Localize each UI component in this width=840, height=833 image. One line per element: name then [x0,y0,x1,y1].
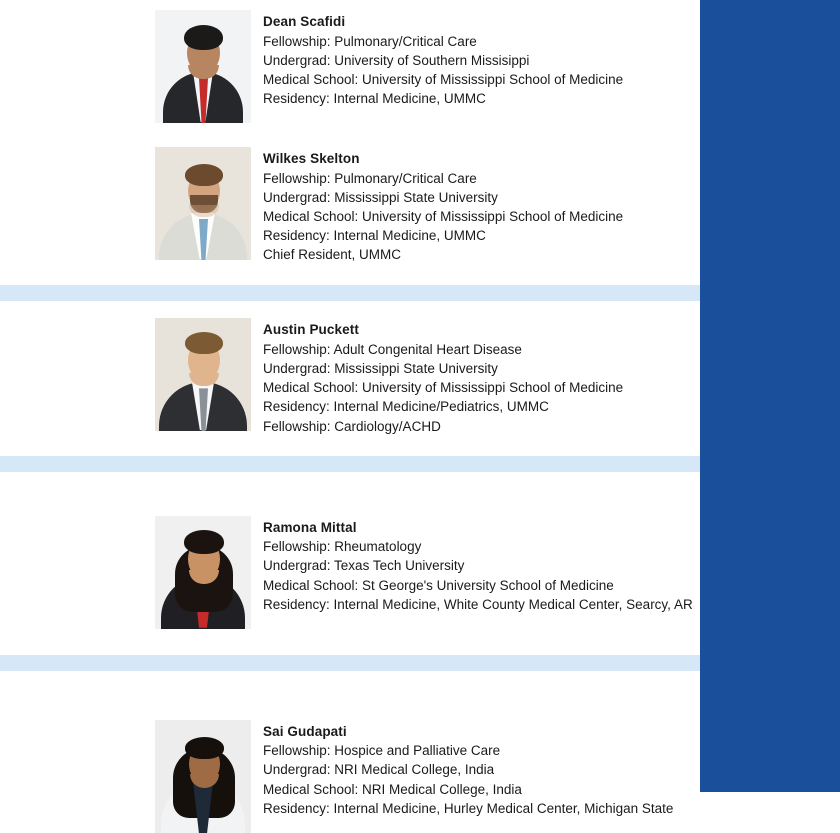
profile-info [263,147,623,264]
photo-wrapper [155,318,251,431]
section-divider [0,285,700,301]
headshot-image [155,147,251,260]
profile-line: Medical School: University of Mississippi School of Medicine [263,380,624,396]
profile-line: Undergrad: Mississippi State University [263,361,498,377]
profile-name: Sai Gudapati [263,723,347,739]
profile-line: Fellowship: Rheumatology [263,539,422,555]
profile-line: Residency: Internal Medicine/Pediatrics, UMMC [263,399,549,415]
profile-card [0,0,700,123]
profile-line: Undergrad: Mississippi State University [263,189,498,205]
profile-line: Fellowship: Adult Congenital Heart Disease [263,341,522,357]
profile-line: Undergrad: NRI Medical College, India [263,762,495,778]
profile-info [263,720,673,818]
profile-name: Dean Scafidi [263,14,346,29]
profile-line: Undergrad: Texas Tech University [263,558,465,574]
photo-wrapper [155,720,251,833]
profile-line: Residency: Internal Medicine, White County Medical Center, Searcy, AR [263,596,693,612]
profile-line: Medical School: University of Mississippi School of Medicine [263,71,624,87]
section-divider [0,456,700,472]
profile-info [263,318,623,435]
profile-line: Residency: Internal Medicine, Hurley Medical Center, Michigan State [263,800,674,816]
headshot-image [155,10,251,123]
photo-wrapper [155,516,251,629]
profile-name: Austin Puckett [263,322,359,338]
profile-line: Medical School: University of Mississippi School of Medicine [263,208,624,224]
profile-line: Residency: Internal Medicine, UMMC [263,91,486,107]
profile-line: Chief Resident, UMMC [263,247,402,263]
headshot-image [155,720,251,833]
profile-line: Fellowship: Pulmonary/Critical Care [263,33,477,49]
profile-line: Fellowship: Pulmonary/Critical Care [263,170,477,186]
section-divider [0,655,700,671]
profile-name: Ramona Mittal [263,519,357,535]
photo-wrapper [155,10,251,123]
profile-line: Undergrad: University of Southern Missisippi [263,52,530,68]
profile-line: Fellowship: Hospice and Palliative Care [263,743,501,759]
profile-line: Residency: Internal Medicine, UMMC [263,228,486,244]
profile-info [263,516,693,614]
headshot-image [155,318,251,431]
profile-card [0,301,700,435]
headshot-image [155,516,251,629]
profile-name: Wilkes Skelton [263,151,360,166]
profile-card [0,671,700,833]
profile-line: Medical School: NRI Medical College, India [263,781,522,797]
profile-card [0,472,700,629]
profile-line: Fellowship: Cardiology/ACHD [263,418,441,434]
profile-card [0,123,700,264]
right-accent-panel [700,0,840,792]
profile-info [263,10,623,108]
profile-line: Medical School: St George's University School of Medicine [263,577,614,593]
photo-wrapper [155,147,251,260]
